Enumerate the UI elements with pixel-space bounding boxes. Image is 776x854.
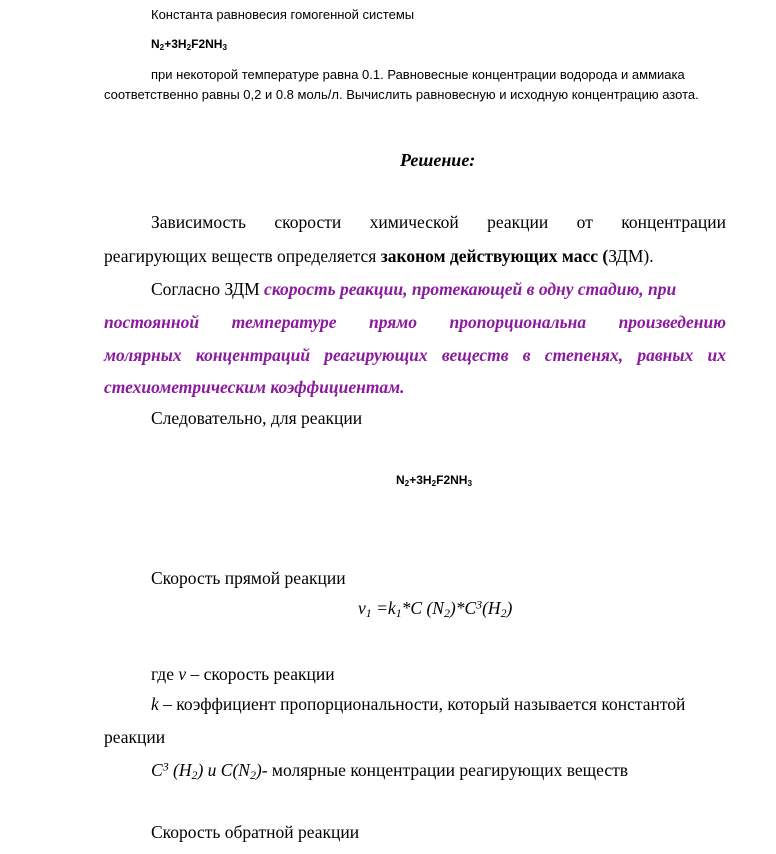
- task-title: Константа равновесия гомогенной системы: [151, 7, 415, 22]
- definition-k-line-1: k – коэффициент пропорциональности, который называется константой: [151, 694, 686, 714]
- solution-heading: Решение:: [400, 150, 476, 170]
- forward-rate-label: Скорость прямой реакции: [151, 568, 346, 588]
- definition-concentrations: $C^3$ $(H_2)$ и $C(N_2)-$ молярные концентрации реагирующих веществ: [151, 759, 629, 782]
- paragraph-2-line-3: молярных концентраций реагирующих веществ в степенях, равных их: [104, 345, 726, 365]
- paragraph-2-line-4: стехиометрическим коэффициентам.: [104, 377, 405, 397]
- paragraph-2-line-1: Согласно ЗДМ скорость реакции, протекающей в одну стадию, при: [151, 279, 677, 299]
- definition-k-line-2: реакции: [104, 727, 166, 747]
- forward-rate-formula: $v_1 =k_1*C$ $(N_2)*C^3(H_2)$: [358, 597, 513, 620]
- task-text-line-1: при некоторой температуре равна 0.1. Равновесные концентрации водорода и аммиака: [151, 67, 685, 82]
- paragraph-1-line-1: Зависимость скорости химической реакции от концентрации: [151, 212, 726, 232]
- task-reaction-equation: $N_2+3H_2F2NH_3$: [151, 37, 228, 53]
- definition-v: где v – скорость реакции: [151, 664, 335, 684]
- reverse-rate-label: Скорость обратной реакции: [151, 822, 360, 842]
- paragraph-2-line-2: постоянной температуре прямо пропорциональна произведению: [104, 312, 726, 332]
- paragraph-1-line-2: реагирующих веществ определяется законом действующих масс (ЗДМ).: [104, 246, 654, 266]
- reaction-equation: $N_2+3H_2F2NH_3$: [396, 473, 473, 489]
- paragraph-3: Следовательно, для реакции: [151, 408, 363, 428]
- task-text-line-2: соответственно равны 0,2 и 0.8 моль/л. Вычислить равновесную и исходную концентрацию азота.: [104, 87, 699, 102]
